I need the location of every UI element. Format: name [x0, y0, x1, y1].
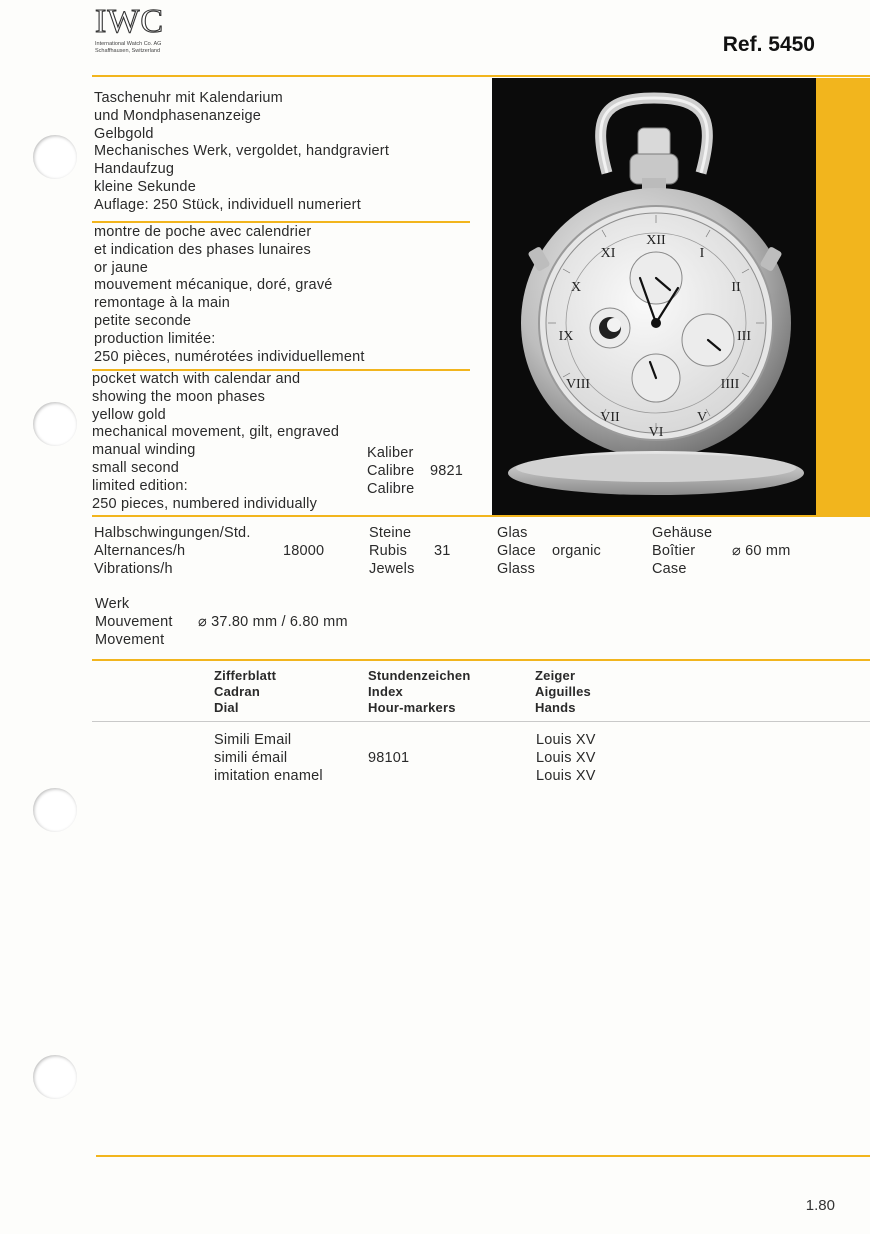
hands-cell: Louis XV: [536, 749, 596, 766]
svg-text:X: X: [570, 280, 582, 295]
page-number: 1.80: [805, 1197, 835, 1214]
binder-hole: [33, 1055, 77, 1099]
description-german: [94, 90, 389, 215]
accent-band: [816, 78, 870, 516]
glass-label: Glace: [497, 542, 536, 559]
desc-line: manual winding: [92, 442, 196, 459]
desc-line: showing the moon phases: [92, 388, 266, 405]
divider-specs: [92, 515, 870, 517]
logo-line-2: Schaffhausen, Switzerland: [95, 47, 161, 54]
desc-line: Taschenuhr mit Kalendarium: [94, 90, 283, 106]
case-label: Case: [652, 560, 687, 577]
calibre-label: Calibre: [367, 462, 415, 479]
case-label: Boîtier: [652, 542, 696, 559]
jewels-label: Jewels: [369, 560, 415, 577]
svg-text:V: V: [696, 410, 708, 425]
header-label: Stundenzeichen: [368, 668, 471, 683]
desc-line: small second: [92, 459, 180, 476]
dial-cell: simili émail: [214, 749, 288, 766]
table-row: [214, 732, 323, 785]
index-cell: 98101: [368, 750, 410, 766]
vibrations-label: Halbschwingungen/Std.: [94, 525, 251, 541]
case-value: ⌀ 60 mm: [732, 543, 791, 559]
svg-text:VI: VI: [648, 425, 664, 440]
glass-labels: [497, 525, 536, 578]
pocket-watch-illustration: [492, 78, 816, 516]
svg-text:IX: IX: [558, 329, 574, 344]
reference-number: Ref. 5450: [722, 33, 815, 56]
vibrations-label: Vibrations/h: [94, 560, 173, 577]
glass-value: organic: [552, 543, 601, 559]
hands-cell: Louis XV: [536, 732, 596, 748]
movement-label: Werk: [95, 596, 130, 612]
header-label: Hands: [535, 700, 576, 715]
header-label: Aiguilles: [535, 684, 591, 699]
desc-line: pocket watch with calendar and: [92, 371, 301, 387]
svg-text:XI: XI: [600, 246, 616, 261]
desc-line: limited edition:: [92, 477, 188, 494]
svg-text:IIII: IIII: [720, 377, 740, 392]
divider-de-fr: [92, 221, 470, 223]
header-index: [368, 668, 470, 716]
desc-line: und Mondphasenanzeige: [94, 107, 262, 124]
desc-line: montre de poche avec calendrier: [94, 224, 312, 240]
header-label: Index: [368, 684, 403, 699]
binder-hole: [33, 788, 77, 832]
calibre-label: Kaliber: [367, 445, 414, 461]
desc-line: petite seconde: [94, 312, 192, 329]
desc-line: mechanical movement, gilt, engraved: [92, 424, 340, 441]
calibre-labels: [367, 445, 414, 498]
desc-line: 250 pieces, numbered individually: [92, 495, 318, 512]
header-label: Dial: [214, 700, 239, 715]
binder-hole: [33, 135, 77, 179]
desc-line: production limitée:: [94, 330, 216, 347]
header-dial: [214, 668, 276, 716]
desc-line: Auflage: 250 Stück, individuell numeriert: [94, 196, 361, 213]
binder-hole: [33, 402, 77, 446]
vibrations-labels: [94, 525, 251, 578]
desc-line: Mechanisches Werk, vergoldet, handgraviert: [94, 143, 390, 160]
hands-cell: Louis XV: [536, 767, 596, 784]
jewels-labels: [369, 525, 415, 578]
desc-line: mouvement mécanique, doré, gravé: [94, 277, 333, 294]
watch-photo: [492, 78, 816, 516]
desc-line: or jaune: [94, 259, 148, 276]
jewels-label: Steine: [369, 525, 412, 541]
desc-line: 250 pièces, numérotées individuellement: [94, 348, 365, 365]
desc-line: remontage à la main: [94, 295, 230, 312]
movement-label: Movement: [95, 631, 165, 648]
header-hands: [535, 668, 591, 716]
svg-text:III: III: [737, 329, 751, 344]
header-label: Hour-markers: [368, 700, 456, 715]
glass-label: Glass: [497, 560, 536, 577]
svg-text:XII: XII: [646, 233, 666, 248]
hands-cells: [536, 732, 596, 785]
iwc-logo: [95, 4, 185, 54]
calibre-value: 9821: [430, 463, 464, 479]
desc-line: Handaufzug: [94, 161, 175, 178]
header-label: Cadran: [214, 684, 260, 699]
svg-text:I: I: [699, 246, 705, 261]
movement-label: Mouvement: [95, 613, 173, 630]
vibrations-value: 18000: [283, 543, 325, 559]
svg-text:VIII: VIII: [565, 377, 591, 392]
dial-cell: imitation enamel: [214, 767, 323, 784]
desc-line: et indication des phases lunaires: [94, 241, 311, 258]
header-label: Zeiger: [535, 668, 576, 683]
logo-mark: IWC: [95, 3, 165, 40]
case-label: Gehäuse: [652, 525, 713, 541]
vibrations-label: Alternances/h: [94, 542, 186, 559]
jewels-value: 31: [434, 543, 451, 559]
description-english: [92, 371, 339, 513]
movement-labels: [95, 596, 173, 649]
svg-text:II: II: [731, 280, 741, 295]
table-header-rule: [92, 721, 870, 722]
movement-value: ⌀ 37.80 mm / 6.80 mm: [198, 614, 348, 630]
bottom-divider: [96, 1155, 870, 1157]
calibre-label: Calibre: [367, 480, 415, 497]
svg-text:VII: VII: [600, 410, 620, 425]
logo-line-1: International Watch Co. AG: [95, 41, 162, 47]
header-label: Zifferblatt: [214, 668, 277, 683]
desc-line: kleine Sekunde: [94, 178, 196, 195]
glass-label: Glas: [497, 525, 528, 541]
divider-table: [92, 659, 870, 661]
jewels-label: Rubis: [369, 542, 408, 559]
case-labels: [652, 525, 712, 578]
top-divider: [92, 75, 870, 77]
description-french: [94, 224, 365, 366]
desc-line: yellow gold: [92, 406, 166, 423]
dial-cell: Simili Email: [214, 732, 292, 748]
desc-line: Gelbgold: [94, 125, 154, 142]
